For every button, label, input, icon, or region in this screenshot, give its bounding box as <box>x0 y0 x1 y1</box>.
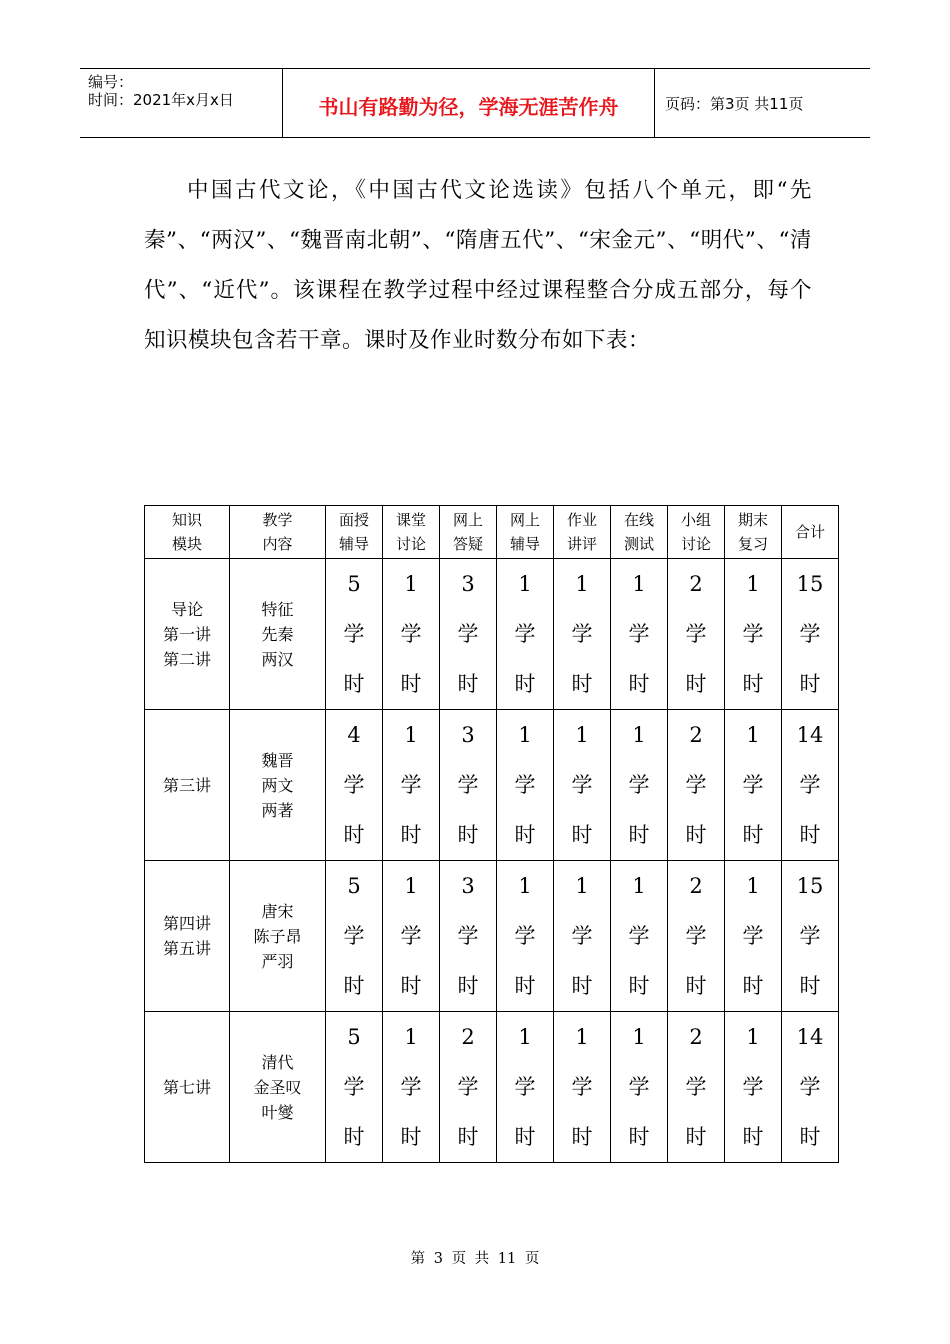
hours-value: 4 <box>347 723 361 747</box>
hours-unit-char: 学 <box>571 622 593 646</box>
hours-unit-char: 学 <box>400 924 422 948</box>
hours-unit-char: 学 <box>571 773 593 797</box>
hours-cell <box>326 861 383 1012</box>
column-header <box>668 506 725 559</box>
hours-unit-char: 学 <box>457 773 479 797</box>
intro-paragraph: 中国古代文论，《中国古代文论选读》包括八个单元，即“先秦”、“两汉”、“魏晋南北朝”、“隋唐五代”、“宋金元”、“明代”、“清代”、“近代”。该课程在教学过程中经过课程整合分成五部分，每个知识模块包含若干章。课时及作业时数分布如下表： <box>144 178 812 353</box>
hours-value: 2 <box>461 1025 475 1049</box>
hours-cell <box>782 861 839 1012</box>
hours-cell <box>668 1012 725 1163</box>
column-header <box>497 506 554 559</box>
hours-unit-char: 时 <box>742 1125 764 1149</box>
content-cell-line: 两著 <box>261 800 294 820</box>
hours-cell <box>611 861 668 1012</box>
hours-value: 14 <box>796 1025 824 1049</box>
header-page-cell <box>655 69 870 137</box>
hours-unit-char: 时 <box>799 1125 821 1149</box>
hours-unit-char: 学 <box>799 773 821 797</box>
content-cell-line: 先秦 <box>261 624 294 644</box>
hours-value: 2 <box>689 874 703 898</box>
hours-unit-char: 时 <box>685 823 707 847</box>
hours-unit-char: 学 <box>685 1075 707 1099</box>
hours-unit-char: 时 <box>799 672 821 696</box>
hours-unit-char: 时 <box>343 823 365 847</box>
content-cell-line: 唐宋 <box>261 901 294 921</box>
hours-unit-char: 学 <box>457 1075 479 1099</box>
module-cell-line: 第七讲 <box>162 1077 211 1097</box>
hours-unit-char: 学 <box>685 622 707 646</box>
hours-unit-char: 时 <box>571 823 593 847</box>
document-number-label: 编号： <box>88 73 134 91</box>
column-header <box>326 506 383 559</box>
header-motto-cell <box>283 69 655 137</box>
hours-cell <box>440 710 497 861</box>
hours-value: 2 <box>689 572 703 596</box>
column-header <box>145 506 230 559</box>
hours-unit-char: 时 <box>742 672 764 696</box>
hours-value: 1 <box>632 572 646 596</box>
hours-unit-char: 学 <box>400 622 422 646</box>
column-header-text: 教学 <box>262 511 293 529</box>
hours-cell <box>440 559 497 710</box>
hours-cell <box>725 1012 782 1163</box>
column-header <box>554 506 611 559</box>
hours-value: 1 <box>404 572 418 596</box>
hours-value: 1 <box>575 1025 589 1049</box>
table-row <box>145 559 839 710</box>
table-row <box>145 710 839 861</box>
hours-unit-char: 学 <box>514 924 536 948</box>
hours-unit-char: 学 <box>343 1075 365 1099</box>
hours-unit-char: 时 <box>628 1125 650 1149</box>
content-cell-line: 清代 <box>261 1052 294 1072</box>
hours-unit-char: 时 <box>685 672 707 696</box>
column-header-text: 课堂 <box>395 511 426 529</box>
content-cell-line: 两汉 <box>261 649 294 669</box>
hours-unit-char: 时 <box>457 823 479 847</box>
hours-unit-char: 时 <box>571 672 593 696</box>
column-header-text: 内容 <box>262 535 293 553</box>
hours-unit-char: 学 <box>343 622 365 646</box>
hours-unit-char: 学 <box>799 924 821 948</box>
column-header-text: 网上 <box>509 511 540 529</box>
header-motto: 书山有路勤为径，学海无涯苦作舟 <box>318 95 619 119</box>
hours-cell <box>554 861 611 1012</box>
hours-unit-char: 学 <box>343 924 365 948</box>
hours-value: 1 <box>575 874 589 898</box>
hours-value: 1 <box>632 1025 646 1049</box>
hours-cell <box>668 559 725 710</box>
hours-unit-char: 学 <box>799 622 821 646</box>
module-cell-line: 第一讲 <box>162 624 211 644</box>
hours-cell <box>554 710 611 861</box>
content-cell-line: 特征 <box>261 599 294 619</box>
hours-unit-char: 学 <box>571 924 593 948</box>
hours-unit-char: 学 <box>400 1075 422 1099</box>
column-header-text: 合计 <box>794 523 825 541</box>
hours-value: 15 <box>796 874 824 898</box>
hours-unit-char: 学 <box>514 773 536 797</box>
column-header <box>782 506 839 559</box>
hours-unit-char: 时 <box>343 1125 365 1149</box>
hours-unit-char: 学 <box>571 1075 593 1099</box>
hours-unit-char: 时 <box>514 672 536 696</box>
content-cell-line: 两文 <box>261 775 294 795</box>
hours-cell <box>383 710 440 861</box>
column-header-text: 作业 <box>566 511 597 529</box>
hours-unit-char: 时 <box>343 974 365 998</box>
hours-cell <box>611 559 668 710</box>
hours-value: 2 <box>689 1025 703 1049</box>
column-header <box>440 506 497 559</box>
hours-value: 1 <box>518 1025 532 1049</box>
column-header-text: 辅导 <box>338 535 369 553</box>
hours-cell <box>554 559 611 710</box>
hours-unit-char: 学 <box>799 1075 821 1099</box>
hours-cell <box>326 1012 383 1163</box>
column-header-text: 讨论 <box>395 535 426 553</box>
hours-cell <box>725 861 782 1012</box>
column-header <box>611 506 668 559</box>
hours-value: 15 <box>796 572 824 596</box>
module-cell-line: 第五讲 <box>162 939 211 958</box>
hours-unit-char: 时 <box>400 672 422 696</box>
hours-value: 1 <box>404 874 418 898</box>
hours-unit-char: 时 <box>799 823 821 847</box>
hours-cell <box>668 710 725 861</box>
hours-unit-char: 学 <box>514 1075 536 1099</box>
content-cell-line: 魏晋 <box>261 750 294 770</box>
content-cell-line: 陈子昂 <box>253 926 302 946</box>
header-meta-cell <box>80 69 283 137</box>
hours-unit-char: 时 <box>343 672 365 696</box>
hours-unit-char: 学 <box>742 1075 764 1099</box>
hours-unit-char: 学 <box>628 622 650 646</box>
hours-cell <box>782 710 839 861</box>
column-header <box>230 506 326 559</box>
hours-value: 1 <box>404 723 418 747</box>
hours-cell <box>497 559 554 710</box>
hours-unit-char: 时 <box>400 823 422 847</box>
hours-cell <box>782 559 839 710</box>
hours-unit-char: 时 <box>571 974 593 998</box>
hours-unit-char: 学 <box>628 773 650 797</box>
hours-unit-char: 时 <box>628 672 650 696</box>
column-header-text: 网上 <box>452 511 483 529</box>
hours-unit-char: 学 <box>400 773 422 797</box>
hours-cell <box>326 710 383 861</box>
hours-cell <box>668 861 725 1012</box>
hours-value: 5 <box>347 572 361 596</box>
content-cell <box>230 861 326 1012</box>
column-header-text: 小组 <box>680 511 711 529</box>
hours-unit-char: 学 <box>457 924 479 948</box>
hours-value: 14 <box>796 723 824 747</box>
hours-unit-char: 学 <box>742 773 764 797</box>
hours-value: 1 <box>518 874 532 898</box>
hours-cell <box>497 1012 554 1163</box>
hours-cell <box>383 559 440 710</box>
hours-unit-char: 时 <box>400 1125 422 1149</box>
hours-unit-char: 时 <box>742 974 764 998</box>
hours-value: 3 <box>461 874 475 898</box>
hours-unit-char: 时 <box>514 1125 536 1149</box>
hours-cell <box>782 1012 839 1163</box>
column-header <box>383 506 440 559</box>
hours-unit-char: 学 <box>628 1075 650 1099</box>
hours-unit-char: 学 <box>685 773 707 797</box>
hours-unit-char: 时 <box>457 974 479 998</box>
hours-unit-char: 时 <box>457 672 479 696</box>
hours-value: 1 <box>518 723 532 747</box>
hours-cell <box>383 1012 440 1163</box>
hours-unit-char: 学 <box>742 622 764 646</box>
hours-cell <box>497 861 554 1012</box>
hours-cell <box>440 861 497 1012</box>
hours-unit-char: 时 <box>628 974 650 998</box>
table-body <box>145 559 839 1163</box>
hours-unit-char: 时 <box>799 974 821 998</box>
module-cell <box>145 861 230 1012</box>
page-footer: 第 3 页 共 11 页 <box>410 1251 540 1267</box>
module-cell <box>145 710 230 861</box>
hours-unit-char: 学 <box>685 924 707 948</box>
hours-value: 1 <box>746 723 760 747</box>
hours-unit-char: 学 <box>343 773 365 797</box>
hours-value: 2 <box>689 723 703 747</box>
hours-value: 1 <box>632 723 646 747</box>
column-header-text: 测试 <box>623 535 654 553</box>
hours-unit-char: 时 <box>514 823 536 847</box>
hours-unit-char: 时 <box>514 974 536 998</box>
hours-value: 5 <box>347 1025 361 1049</box>
hours-value: 3 <box>461 572 475 596</box>
hours-value: 1 <box>746 1025 760 1049</box>
hours-unit-char: 学 <box>628 924 650 948</box>
content-cell <box>230 559 326 710</box>
hours-unit-char: 时 <box>400 974 422 998</box>
column-header-text: 讨论 <box>680 535 711 553</box>
hours-cell <box>725 710 782 861</box>
hours-value: 1 <box>575 723 589 747</box>
column-header-text: 期末 <box>737 511 768 529</box>
column-header-text: 辅导 <box>509 535 540 553</box>
hours-unit-char: 时 <box>685 1125 707 1149</box>
module-cell <box>145 559 230 710</box>
page-header <box>80 68 870 138</box>
module-cell <box>145 1012 230 1163</box>
column-header-text: 面授 <box>338 511 369 529</box>
module-cell-line: 导论 <box>170 599 203 619</box>
hours-unit-char: 时 <box>628 823 650 847</box>
hours-value: 1 <box>746 874 760 898</box>
content-cell-line: 叶燮 <box>261 1102 294 1122</box>
document-date-label: 时间：2021年x月x日 <box>88 91 234 109</box>
hours-unit-char: 学 <box>514 622 536 646</box>
column-header-text: 复习 <box>737 535 768 553</box>
column-header <box>725 506 782 559</box>
hours-cell <box>383 861 440 1012</box>
column-header-text: 知识 <box>171 511 202 529</box>
header-page-label: 页码：第3页 共11页 <box>665 95 804 113</box>
hours-cell <box>497 710 554 861</box>
hours-value: 1 <box>404 1025 418 1049</box>
table-row <box>145 861 839 1012</box>
module-cell-line: 第四讲 <box>162 914 211 933</box>
hours-cell <box>611 1012 668 1163</box>
column-header-text: 模块 <box>171 535 202 553</box>
hours-value: 1 <box>632 874 646 898</box>
column-header-text: 答疑 <box>452 535 483 553</box>
hours-unit-char: 时 <box>742 823 764 847</box>
module-cell-line: 第二讲 <box>162 649 211 669</box>
hours-unit-char: 时 <box>685 974 707 998</box>
column-header-text: 在线 <box>623 511 654 529</box>
hours-cell <box>725 559 782 710</box>
hours-unit-char: 时 <box>571 1125 593 1149</box>
table-header-row <box>145 506 839 559</box>
hours-value: 1 <box>575 572 589 596</box>
course-hours-table <box>144 505 839 1163</box>
content-cell-line: 金圣叹 <box>253 1077 302 1097</box>
hours-unit-char: 时 <box>457 1125 479 1149</box>
content-cell <box>230 710 326 861</box>
hours-unit-char: 学 <box>457 622 479 646</box>
hours-cell <box>554 1012 611 1163</box>
hours-value: 1 <box>518 572 532 596</box>
hours-value: 3 <box>461 723 475 747</box>
hours-unit-char: 学 <box>742 924 764 948</box>
hours-cell <box>611 710 668 861</box>
table-row <box>145 1012 839 1163</box>
hours-value: 1 <box>746 572 760 596</box>
content-cell-line: 严羽 <box>261 951 294 971</box>
hours-cell <box>440 1012 497 1163</box>
column-header-text: 讲评 <box>566 535 597 553</box>
hours-value: 5 <box>347 874 361 898</box>
hours-cell <box>326 559 383 710</box>
module-cell-line: 第三讲 <box>162 775 211 795</box>
content-cell <box>230 1012 326 1163</box>
